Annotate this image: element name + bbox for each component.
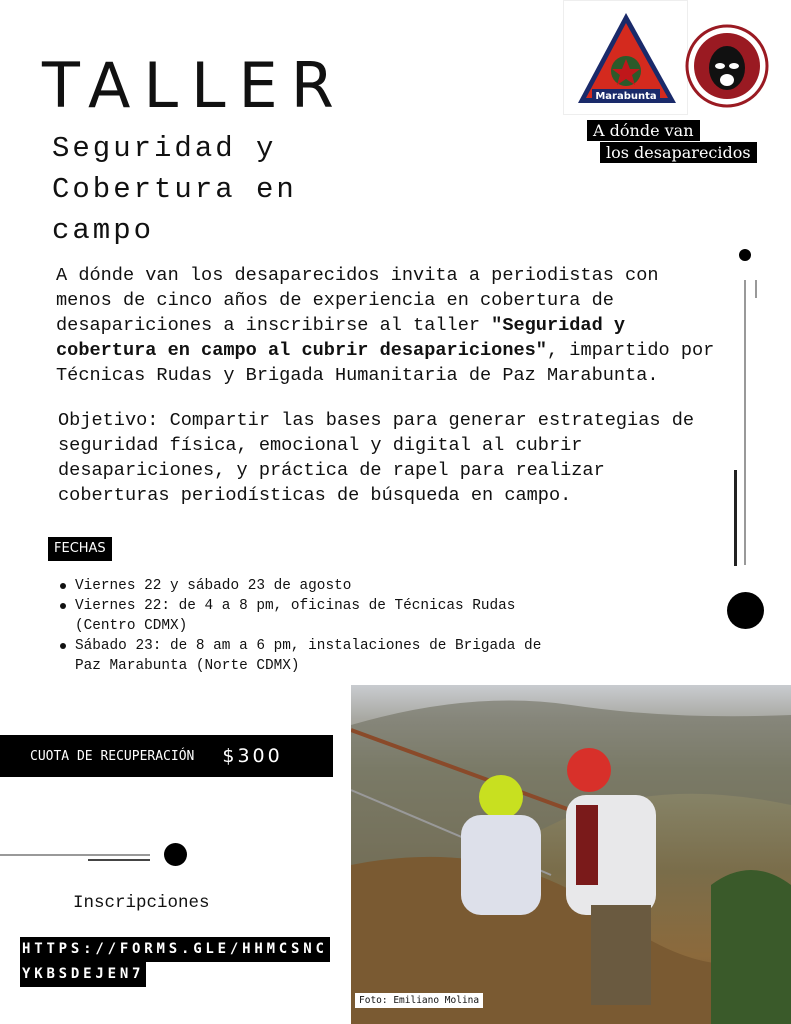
- decor-dot: [739, 249, 751, 261]
- org-name-line1: A dónde van: [587, 120, 700, 141]
- logo-tecnicas-rudas: [685, 24, 769, 108]
- decor-dot: [727, 592, 764, 629]
- list-item: Viernes 22: de 4 a 8 pm, oficinas de Técnicas Rudas (Centro CDMX): [58, 596, 541, 636]
- photo-caption: Foto: Emiliano Molina: [355, 993, 483, 1008]
- decor-line: [734, 470, 737, 566]
- org-name-line2: los desaparecidos: [600, 142, 757, 163]
- brigada-logo-text: Marabunta: [595, 91, 657, 102]
- intro-paragraph: [56, 263, 714, 388]
- decor-dot: [164, 843, 187, 866]
- intro-text-end: , impartido por Técnicas Rudas y Brigada Humanitaria de Paz Marabunta.: [56, 340, 715, 386]
- objective-paragraph: Objetivo: Compartir las bases para generar estrategias de seguridad física, emocional y digital al cubrir desapariciones, y práctica de rapel para realizar coberturas periodísticas de búsqueda en campo.: [58, 410, 695, 506]
- page-subtitle: Seguridad y Cobertura en campo: [52, 132, 297, 247]
- list-item: Sábado 23: de 8 am a 6 pm, instalaciones de Brigada de Paz Marabunta (Norte CDMX): [58, 636, 541, 676]
- decor-line: [744, 280, 746, 565]
- url-line1[interactable]: HTTPS://FORMS.GLE/HHMCSNC: [20, 937, 330, 962]
- dates-heading: FECHAS: [48, 537, 112, 561]
- intro-text: A dónde van los desaparecidos invita a periodistas con menos de cinco años de experiencia en cobertura de desapariciones a inscribirse al taller: [56, 265, 659, 336]
- logo-brigada: [563, 0, 688, 115]
- url-line2[interactable]: YKBSDEJEN7: [20, 962, 146, 987]
- decor-line: [755, 280, 757, 298]
- list-item: Viernes 22 y sábado 23 de agosto: [58, 576, 541, 596]
- dates-list: [58, 576, 541, 676]
- decor-line: [88, 859, 150, 861]
- fee-price: $300: [222, 745, 283, 767]
- decor-line: [0, 854, 150, 856]
- page-title: TALLER: [42, 49, 347, 122]
- registration-link[interactable]: [20, 937, 330, 987]
- workshop-name: "Seguridad y cobertura en campo al cubrir desapariciones": [56, 315, 626, 361]
- fee-label: CUOTA DE RECUPERACIÓN: [30, 748, 195, 764]
- fee-banner: [0, 735, 333, 777]
- rappelling-photo: [351, 685, 791, 1024]
- registration-label: Inscripciones: [73, 893, 210, 913]
